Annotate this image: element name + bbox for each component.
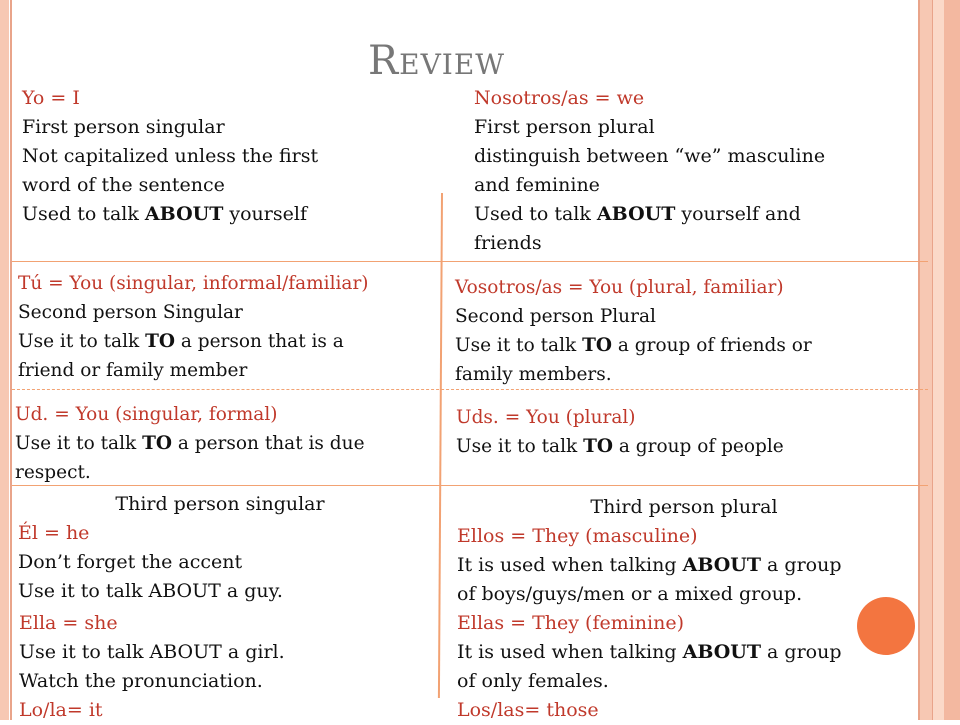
text-line: Use it to talk TO a group of friends or xyxy=(455,335,812,356)
text-line: word of the sentence xyxy=(22,174,225,196)
text-line: friends xyxy=(474,232,542,254)
section-heading: Third person singular xyxy=(115,493,325,515)
title-rest: EVIEW xyxy=(399,48,506,81)
section-heading: Third person plural xyxy=(590,496,778,518)
divider-line-2 xyxy=(12,389,928,390)
pronoun-block-yo xyxy=(22,84,318,229)
text-line: of only females. xyxy=(457,670,609,692)
text-line: Use it to talk ABOUT a guy. xyxy=(18,580,283,602)
pronoun-block-el xyxy=(18,490,422,606)
pronoun-heading: Él = he xyxy=(18,522,90,544)
title-initial: R xyxy=(368,38,400,84)
slide-title xyxy=(368,38,505,84)
pronoun-block-vosotros xyxy=(455,273,812,389)
left-frame-line xyxy=(10,0,12,720)
text-line: Watch the pronunciation. xyxy=(19,670,263,692)
pronoun-heading: Uds. = You (plural) xyxy=(456,407,636,428)
text-line: Use it to talk TO a person that is a xyxy=(18,331,344,352)
right-frame-border xyxy=(918,0,960,720)
pronoun-block-ella xyxy=(19,609,285,725)
text-line: distinguish between “we” masculine xyxy=(474,145,826,167)
pronoun-block-nosotros xyxy=(474,84,825,258)
text-line: Use it to talk ABOUT a girl. xyxy=(19,641,285,663)
pronoun-block-tu xyxy=(18,269,369,385)
text-line: respect. xyxy=(15,462,91,483)
pronoun-heading: Lo/la= it xyxy=(19,699,103,721)
text-line: First person plural xyxy=(474,116,655,138)
pronoun-heading: Ella = she xyxy=(19,612,118,634)
text-line: Don’t forget the accent xyxy=(18,551,243,573)
pronoun-heading: Ellas = They (feminine) xyxy=(457,612,685,634)
decorative-circle xyxy=(857,597,915,655)
pronoun-heading: Ud. = You (singular, formal) xyxy=(15,404,278,425)
text-line: friend or family member xyxy=(18,360,248,381)
pronoun-heading: Yo = I xyxy=(22,87,80,109)
text-line: It is used when talking ABOUT a group xyxy=(457,641,842,663)
pronoun-heading: Los/las= those xyxy=(457,699,599,721)
pronoun-heading: Ellos = They (masculine) xyxy=(457,525,698,547)
text-line: of boys/guys/men or a mixed group. xyxy=(457,583,803,605)
text-line: and feminine xyxy=(474,174,600,196)
text-line: Used to talk ABOUT yourself xyxy=(22,203,307,225)
text-line: family members. xyxy=(455,364,612,385)
pronoun-heading: Nosotros/as = we xyxy=(474,87,645,109)
text-line: Not capitalized unless the first xyxy=(22,145,319,167)
text-line: Use it to talk TO a person that is due xyxy=(15,433,365,454)
divider-line-1 xyxy=(12,261,928,262)
pronoun-heading: Tú = You (singular, informal/familiar) xyxy=(18,273,369,294)
left-frame-border xyxy=(0,0,9,720)
text-line: Second person Plural xyxy=(455,306,656,327)
text-line: Use it to talk TO a group of people xyxy=(456,436,784,457)
text-line: Used to talk ABOUT yourself and xyxy=(474,203,801,225)
text-line: It is used when talking ABOUT a group xyxy=(457,554,842,576)
pronoun-heading: Vosotros/as = You (plural, familiar) xyxy=(455,277,784,298)
pronoun-block-usted xyxy=(15,400,365,487)
center-divider-line xyxy=(438,193,443,698)
text-line: First person singular xyxy=(22,116,225,138)
pronoun-block-ellos-ellas xyxy=(457,493,911,725)
pronoun-block-ustedes xyxy=(456,403,784,461)
text-line: Second person Singular xyxy=(18,302,243,323)
